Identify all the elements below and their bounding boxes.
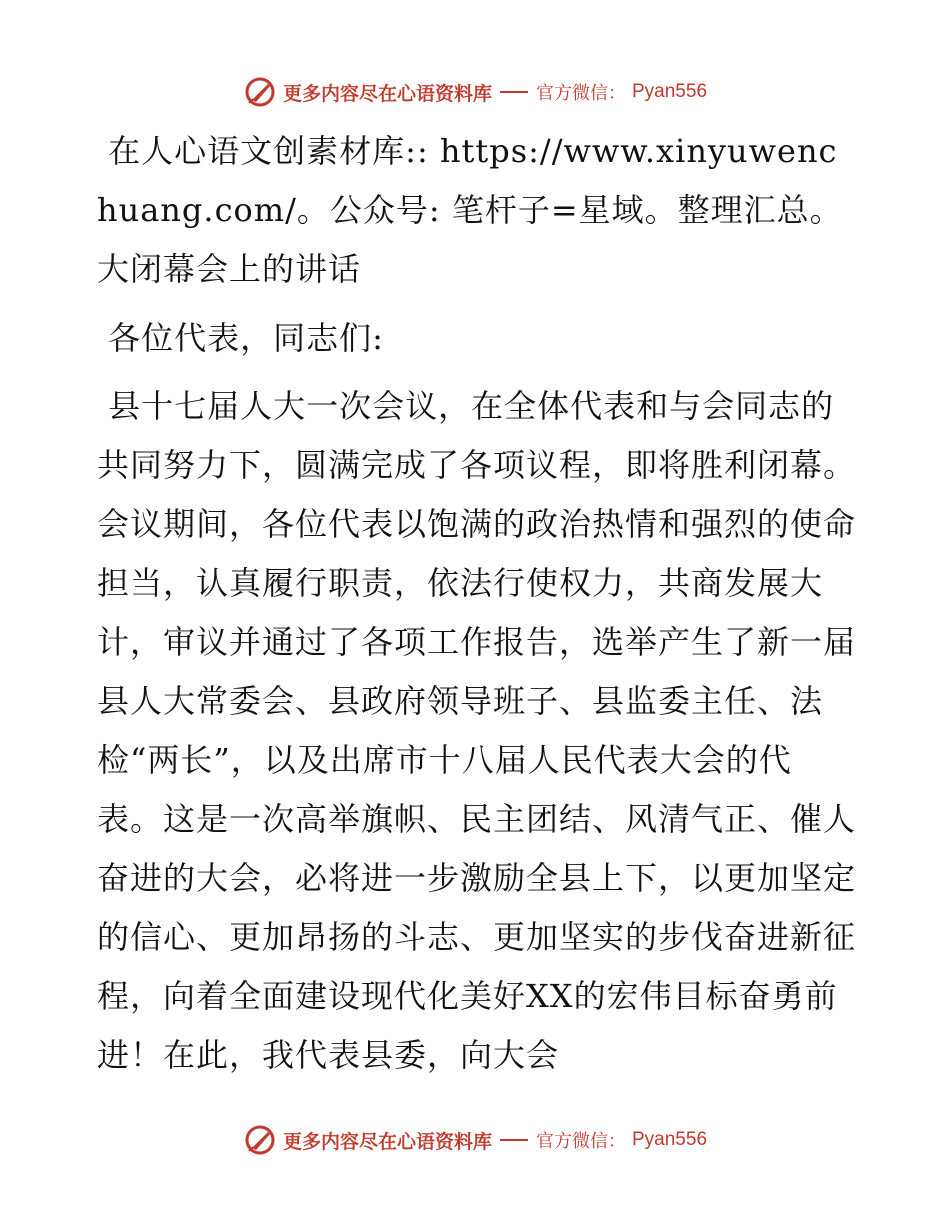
banner-wechat-label: 官方微信：: [536, 1131, 626, 1152]
quill-logo-icon: [243, 1123, 277, 1157]
quill-logo-icon: [243, 75, 277, 109]
header-banner: [0, 72, 950, 112]
banner-wechat-label: 官方微信：: [536, 83, 626, 104]
banner-divider: [500, 91, 528, 93]
intro-paragraph: 在人心语文创素材库:: https://www.xinyuwenchuang.com/。公众号: 笔杆子=星域。整理汇总。大闭幕会上的讲话: [97, 132, 843, 288]
banner-divider: [500, 1139, 528, 1141]
banner-text: 更多内容尽在心语资料库: [282, 1130, 492, 1153]
banner-text: 更多内容尽在心语资料库: [282, 82, 492, 105]
banner-wechat-id: Pyan556: [632, 1129, 708, 1150]
banner-wechat-id: Pyan556: [632, 81, 708, 102]
footer-banner: [0, 1120, 950, 1160]
greeting-paragraph: 各位代表，同志们:: [97, 319, 384, 357]
body-paragraph: 县十七届人大一次会议，在全体代表和与会同志的共同努力下，圆满完成了各项议程，即将胜利闭幕。会议期间，各位代表以饱满的政治热情和强烈的使命担当，认真履行职责，依法行使权力，共商发展大计，审议并通过了各项工作报告，选举产生了新一届县人大常委会、县政府领导班子、县监委主任、法检“两长”，以及出席市十八届人民代表大会的代表。这是一次高举旗帜、民主团结、风清气正、催人奋进的大会，必将进一步激励全县上下，以更加坚定的信心、更加昂扬的斗志、更加坚实的步伐奋进新征程，向着全面建设现代化美好XX的宏伟目标奋勇前进！在此，我代表县委，向大会: [97, 387, 857, 1074]
document-body: [97, 122, 857, 1085]
